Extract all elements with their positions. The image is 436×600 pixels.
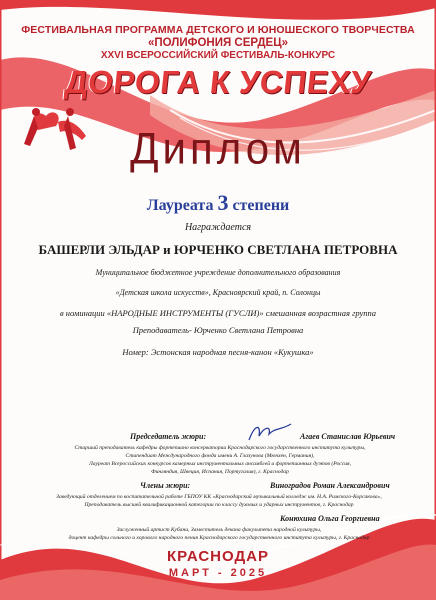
teacher: Преподаватель- Юрченко Светлана Петровна [132, 325, 304, 335]
member-1-desc-2: Преподаватель высшей квалификационной категории по классу духовых и ударных инструментов, г. Краснодар [84, 502, 354, 508]
member-1-name: Виноградов Роман Александрович [270, 481, 390, 490]
recipient-names: БАШЕРЛИ ЭЛЬДАР и ЮРЧЕНКО СВЕТЛАНА ПЕТРОВНА [38, 242, 398, 257]
chair-desc-1: Старший преподаватель кафедры фортепиано консерватории Краснодарского государственного института культуры, [74, 445, 366, 451]
chair-desc-2: Стипендиат Международного фонда имени А. Глазунова (Мюнхен, Германия), [125, 453, 315, 459]
chair-desc-4: Финляндия, Швеция, Испания, Португалия), г. Краснодар [151, 469, 289, 475]
jury-chair-label: Председатель жюри: [130, 432, 207, 441]
jury-chair-name: Агаев Станислав Юрьевич [300, 432, 396, 441]
member-1-desc-1: Заведующий отделением по воспитательной работе ГБПОУ КК «Краснодарский музыкальный колледж им. Н.А. Римского-Корсакова», [56, 494, 382, 500]
member-2-desc-1: Заслуженный артист Кубани, Заместитель декана факультета народной культуры, [116, 527, 322, 533]
laureate-suffix: степени [232, 197, 290, 214]
contest-title: XXVI ВСЕРОССИЙСКИЙ ФЕСТИВАЛЬ-КОНКУРС [100, 50, 336, 61]
chair-desc-3: Лауреат Всероссийских конкурсов камерных инструментальных ансамблей и фортепианных дуэтов (Россия, [88, 461, 352, 467]
member-2-desc-2: доцент кафедры сольного и хорового народного пения Краснодарского государственного института культуры, г. Краснодар [68, 535, 370, 541]
degree-number: 3 [217, 190, 229, 215]
city: КРАСНОДАР [167, 548, 269, 565]
jury-members-label: Члены жюри: [140, 481, 191, 490]
festival-name: «ПОЛИФОНИЯ СЕРДЕЦ» [147, 37, 289, 49]
awarded-label: Награждается [184, 222, 252, 233]
member-2-name: Конюхина Ольга Георгиевна [280, 514, 380, 523]
event-date: МАРТ - 2025 [168, 567, 268, 579]
diploma-heading: Диплом [130, 123, 306, 174]
laureate-prefix: Лауреата [146, 197, 214, 214]
performance-number: Номер: Эстонская народная песня-канон «Кукушка» [122, 347, 314, 357]
chair-signature-icon [245, 420, 295, 444]
institution-line-2: «Детская школа искусств», Красноярский край, п. Солонцы [115, 288, 321, 297]
institution-line-1: Муниципальное бюджетное учреждение дополнительного образования [95, 268, 341, 277]
contest-slogan: ДОРОГА К УСПЕХУ [63, 64, 374, 100]
laureate-degree [0, 190, 436, 216]
festival-program-title: ФЕСТИВАЛЬНАЯ ПРОГРАММА ДЕТСКОГО И ЮНОШЕСКОГО ТВОРЧЕСТВА [21, 24, 415, 36]
nomination: в номинации «НАРОДНЫЕ ИНСТРУМЕНТЫ (ГУСЛИ)» смешанная возрастная группа [59, 308, 377, 318]
